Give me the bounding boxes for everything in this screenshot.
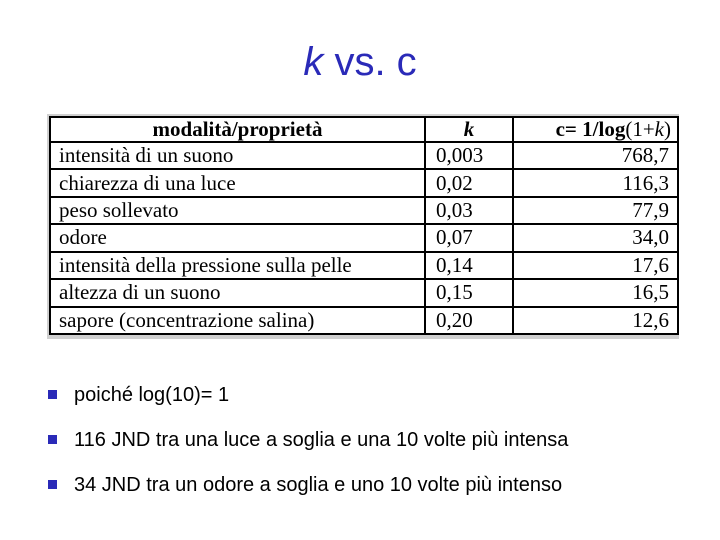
bullet-item — [48, 425, 568, 455]
bullet-item — [48, 470, 568, 500]
cell-modality: intensità della pressione sulla pelle — [50, 252, 425, 279]
cell-k: 0,02 — [425, 169, 513, 196]
table-row — [50, 279, 678, 306]
cell-k: 0,14 — [425, 252, 513, 279]
cell-c: 116,3 — [513, 169, 678, 196]
header-c-paren-close: ) — [664, 117, 671, 141]
cell-modality: chiarezza di una luce — [50, 169, 425, 196]
square-bullet-icon — [48, 480, 57, 489]
header-c — [513, 117, 678, 142]
header-c-prefix: c= 1/log — [555, 117, 626, 141]
table-container — [47, 114, 679, 339]
cell-modality: sapore (concentrazione salina) — [50, 307, 425, 334]
cell-k: 0,20 — [425, 307, 513, 334]
header-c-k: k — [654, 117, 664, 141]
header-c-paren-open: (1+ — [625, 117, 655, 141]
bullet-text: poiché log(10)= 1 — [74, 384, 230, 406]
table-row — [50, 307, 678, 334]
slide-title-k: k — [303, 40, 324, 84]
table-row — [50, 142, 678, 169]
cell-modality: odore — [50, 224, 425, 251]
bullet-list — [48, 380, 568, 515]
cell-c: 12,6 — [513, 307, 678, 334]
square-bullet-icon — [48, 390, 57, 399]
cell-c: 16,5 — [513, 279, 678, 306]
bullet-text: 116 JND tra una luce a soglia e una 10 volte più intensa — [74, 429, 569, 451]
cell-k: 0,07 — [425, 224, 513, 251]
table-row — [50, 197, 678, 224]
slide-title-rest: vs. c — [323, 40, 417, 84]
table-row — [50, 252, 678, 279]
slide-title — [0, 38, 720, 86]
cell-k: 0,003 — [425, 142, 513, 169]
cell-k: 0,03 — [425, 197, 513, 224]
cell-modality: altezza di un suono — [50, 279, 425, 306]
cell-c: 17,6 — [513, 252, 678, 279]
table-row — [50, 224, 678, 251]
header-modality: modalità/proprietà — [50, 117, 425, 142]
cell-k: 0,15 — [425, 279, 513, 306]
square-bullet-icon — [48, 435, 57, 444]
cell-modality: peso sollevato — [50, 197, 425, 224]
bullet-item — [48, 380, 568, 410]
table-row — [50, 169, 678, 196]
header-k: k — [425, 117, 513, 142]
cell-c: 77,9 — [513, 197, 678, 224]
k-vs-c-table — [49, 116, 679, 335]
cell-c: 34,0 — [513, 224, 678, 251]
cell-modality: intensità di un suono — [50, 142, 425, 169]
table-header-row — [50, 117, 678, 142]
bullet-text: 34 JND tra un odore a soglia e uno 10 volte più intenso — [74, 474, 563, 496]
cell-c: 768,7 — [513, 142, 678, 169]
